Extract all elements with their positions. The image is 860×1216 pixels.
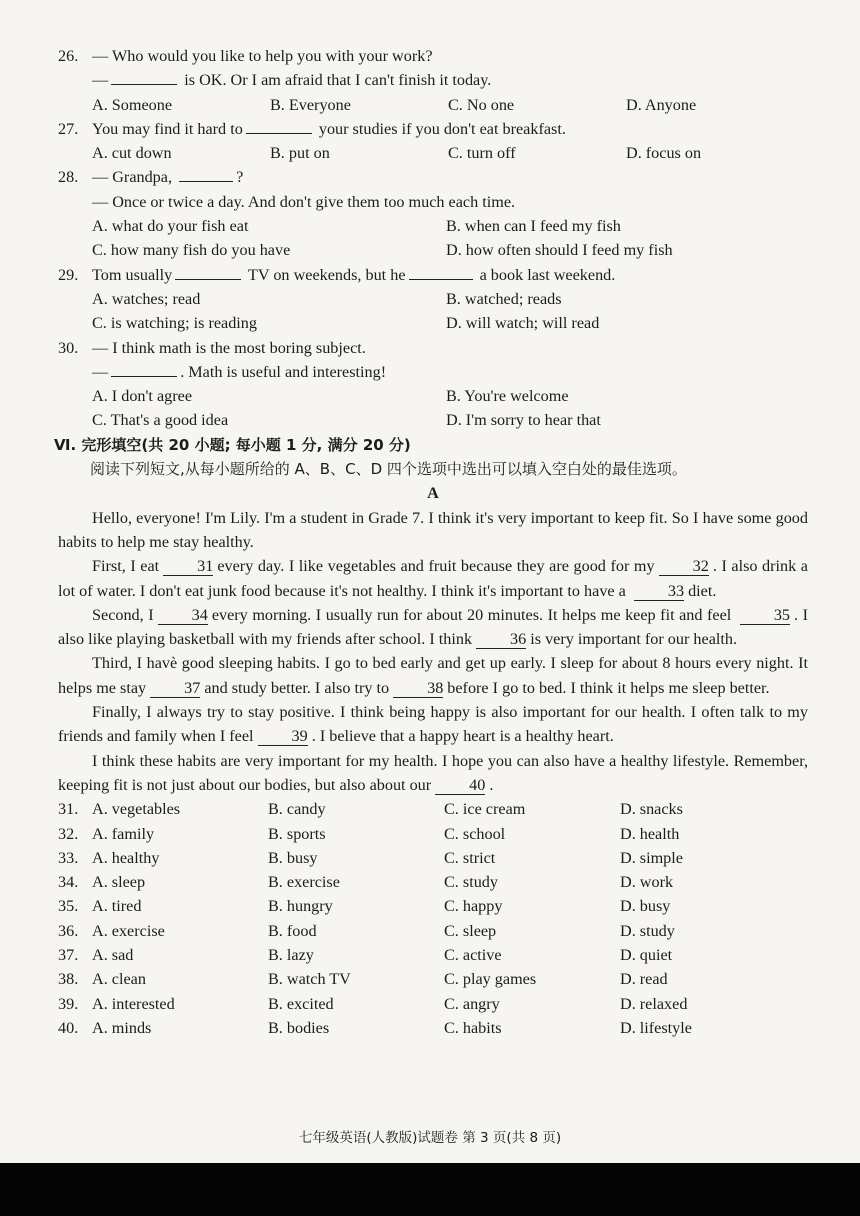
option-b: B. watched; reads [446,289,562,308]
passage-text: . I also drink a lot of water. I don't eat junk food because it's not healthy. I think it's important to have a [58,557,808,600]
choice-number: 37. [58,945,79,964]
passage-text: and study better. I also try to [204,678,390,697]
answer-blank [175,263,241,280]
question-number: 29. [58,265,79,284]
options [58,93,808,117]
choice-number: 33. [58,848,79,867]
section-title: Ⅵ. 完形填空(共 20 小题; 每小题 1 分, 满分 20 分) [54,435,411,454]
dash: — [92,71,109,90]
options [58,141,808,165]
option-c: C. turn off [448,144,516,163]
blank-40: 40 [435,776,485,795]
blank-38: 38 [393,679,443,698]
passage-text: Finally, I always try to stay positive. I think being happy is also important for our health. I often talk to my friends and family when I feel [58,703,808,746]
question-text: Tom usually [92,265,173,284]
option-a: A. cut down [92,144,172,163]
option-d: D. work [620,873,674,892]
question-text: . Math is useful and interesting! [180,362,387,381]
question-text: TV on weekends, but he [244,265,406,284]
question-number: 30. [58,338,79,357]
option-c: C. play games [444,970,537,989]
option-d: D. health [620,824,680,843]
choice-row [58,797,808,821]
blank-39: 39 [258,727,308,746]
answer-blank [111,68,177,85]
option-b: B. exercise [268,873,340,892]
passage-paragraph-5 [58,700,808,749]
choice-row [58,943,808,967]
passage-paragraph-1: Hello, everyone! I'm Lily. I'm a student in Grade 7. I think it's very important to keep fit. So I have some good habits to help me stay healthy. [58,508,808,551]
option-c: C. That's a good idea [92,411,229,430]
passage-text: . [489,775,494,794]
passage-text: . I believe that a happy heart is a healthy heart. [311,727,614,746]
option-d: D. how often should I feed my fish [446,241,673,260]
option-d: D. lifestyle [620,1018,692,1037]
option-b: B. sports [268,824,326,843]
option-d: D. snacks [620,800,683,819]
option-c: C. habits [444,1018,502,1037]
question-number: 27. [58,119,79,138]
option-b: B. candy [268,800,326,819]
question-29 [58,263,808,336]
question-text: is OK. Or I am afraid that I can't finish it today. [180,71,492,90]
passage-label: A [427,484,439,503]
blank-34: 34 [158,606,208,625]
choice-row [58,846,808,870]
option-b: B. busy [268,848,318,867]
choice-row [58,919,808,943]
passage-paragraph-3 [58,603,808,652]
option-d: D. relaxed [620,994,688,1013]
blank-36: 36 [476,630,526,649]
passage-text: every day. I like vegetables and fruit because they are good for my [217,557,655,576]
choice-number: 35. [58,897,79,916]
option-d: D. focus on [626,144,702,163]
question-text: — Once or twice a day. And don't give them too much each time. [92,192,516,211]
question-text: — Who would you like to help you with your work? [92,47,433,65]
option-d: D. study [620,921,675,940]
question-text: your studies if you don't eat breakfast. [314,119,566,138]
question-text: — Grandpa, [92,168,177,187]
choice-number: 36. [58,921,79,940]
answer-blank [409,263,473,280]
option-a: A. what do your fish eat [92,217,249,236]
blank-31: 31 [163,557,213,576]
passage-text: Second, I [92,605,154,624]
answer-blank [246,117,312,134]
option-c: C. strict [444,848,496,867]
passage-text: . I also like playing basketball with my friends after school. I think [58,605,808,649]
option-b: B. lazy [268,945,314,964]
blank-33: 33 [634,582,684,601]
option-d: D. read [620,970,668,989]
option-d: D. I'm sorry to hear that [446,411,601,430]
question-26 [58,44,808,117]
option-a: A. sleep [92,873,146,892]
option-a: A. family [92,824,155,843]
option-a: A. minds [92,1018,152,1037]
question-text: a book last weekend. [475,265,616,284]
scan-border [0,1163,860,1216]
option-c: C. is watching; is reading [92,314,257,333]
option-c: C. No one [448,95,515,114]
option-b: B. when can I feed my fish [446,217,621,236]
choice-number: 34. [58,873,79,892]
choice-row [58,822,808,846]
options [58,408,808,432]
option-a: A. Someone [92,95,173,114]
passage-text: I think these habits are very important for my health. I hope you can also have a healthy lifestyle. Remember, keeping fit is not just about our bodies, but also about our [58,751,808,794]
option-c: C. how many fish do you have [92,241,291,260]
question-27 [58,117,808,166]
option-c: C. active [444,945,502,964]
choice-number: 32. [58,824,79,843]
option-b: B. excited [268,994,334,1013]
options [58,287,808,311]
option-a: A. exercise [92,921,165,940]
option-a: A. tired [92,897,142,916]
option-d: D. simple [620,848,683,867]
option-b: B. put on [270,144,330,163]
choice-row [58,967,808,991]
choice-number: 31. [58,800,79,819]
option-c: C. happy [444,897,503,916]
option-b: B. watch TV [268,970,351,989]
option-b: B. Everyone [270,95,351,114]
question-text: — I think math is the most boring subject. [92,338,366,357]
option-b: B. food [268,921,317,940]
option-a: A. interested [92,994,175,1013]
option-c: C. study [444,873,498,892]
page-content [54,44,808,1040]
option-a: A. watches; read [92,289,201,308]
option-b: B. hungry [268,897,333,916]
option-d: D. quiet [620,945,673,964]
option-d: D. Anyone [626,95,697,114]
question-text: You may find it hard to [92,119,243,138]
option-c: C. sleep [444,921,497,940]
passage-paragraph-2 [58,554,808,603]
option-a: A. healthy [92,848,160,867]
choice-row [58,1016,808,1040]
section-instruction: 阅读下列短文,从每小题所给的 A、B、C、D 四个选项中选出可以填入空白处的最佳选项。 [90,460,687,479]
passage-text: First, I eat [92,557,160,576]
option-d: D. will watch; will read [446,314,600,333]
question-30 [58,336,808,433]
page-footer: 七年级英语(人教版)试题卷 第 3 页(共 8 页) [298,1130,562,1146]
options [58,238,808,262]
option-a: A. sad [92,945,134,964]
choice-number: 39. [58,994,79,1013]
question-text: ? [236,168,244,187]
options [58,311,808,335]
passage-text: every morning. I usually run for about 20 minutes. It helps me keep fit and feel [211,605,732,624]
option-c: C. angry [444,994,500,1013]
option-c: C. school [444,824,506,843]
passage-paragraph-6 [58,749,808,798]
blank-35: 35 [740,606,790,625]
options [58,214,808,238]
option-a: A. vegetables [92,800,181,819]
passage-text: Third, I havè good sleeping habits. I go to bed early and get up early. I sleep for about 8 hours every night. It helps me stay [58,654,808,697]
answer-blank [179,165,233,182]
question-number: 28. [58,168,79,187]
question-28 [58,165,808,262]
option-d: D. busy [620,897,671,916]
option-a: A. I don't agree [92,387,193,406]
option-b: B. You're welcome [446,387,569,406]
choice-row [58,992,808,1016]
dash: — [92,362,109,381]
answer-blank [111,360,177,377]
passage-text: diet. [688,581,717,600]
option-a: A. clean [92,970,146,989]
passage-paragraph-4 [58,651,808,700]
choice-row [58,870,808,894]
blank-37: 37 [150,679,200,698]
options [58,384,808,408]
question-number: 26. [58,47,79,65]
choice-number: 40. [58,1018,79,1037]
passage-text: is very important for our health. [530,630,738,649]
choice-row [58,894,808,918]
option-b: B. bodies [268,1018,330,1037]
option-c: C. ice cream [444,800,526,819]
blank-32: 32 [659,557,709,576]
passage-text: before I go to bed. I think it helps me sleep better. [447,678,770,697]
choice-list [58,797,808,1040]
choice-number: 38. [58,970,79,989]
